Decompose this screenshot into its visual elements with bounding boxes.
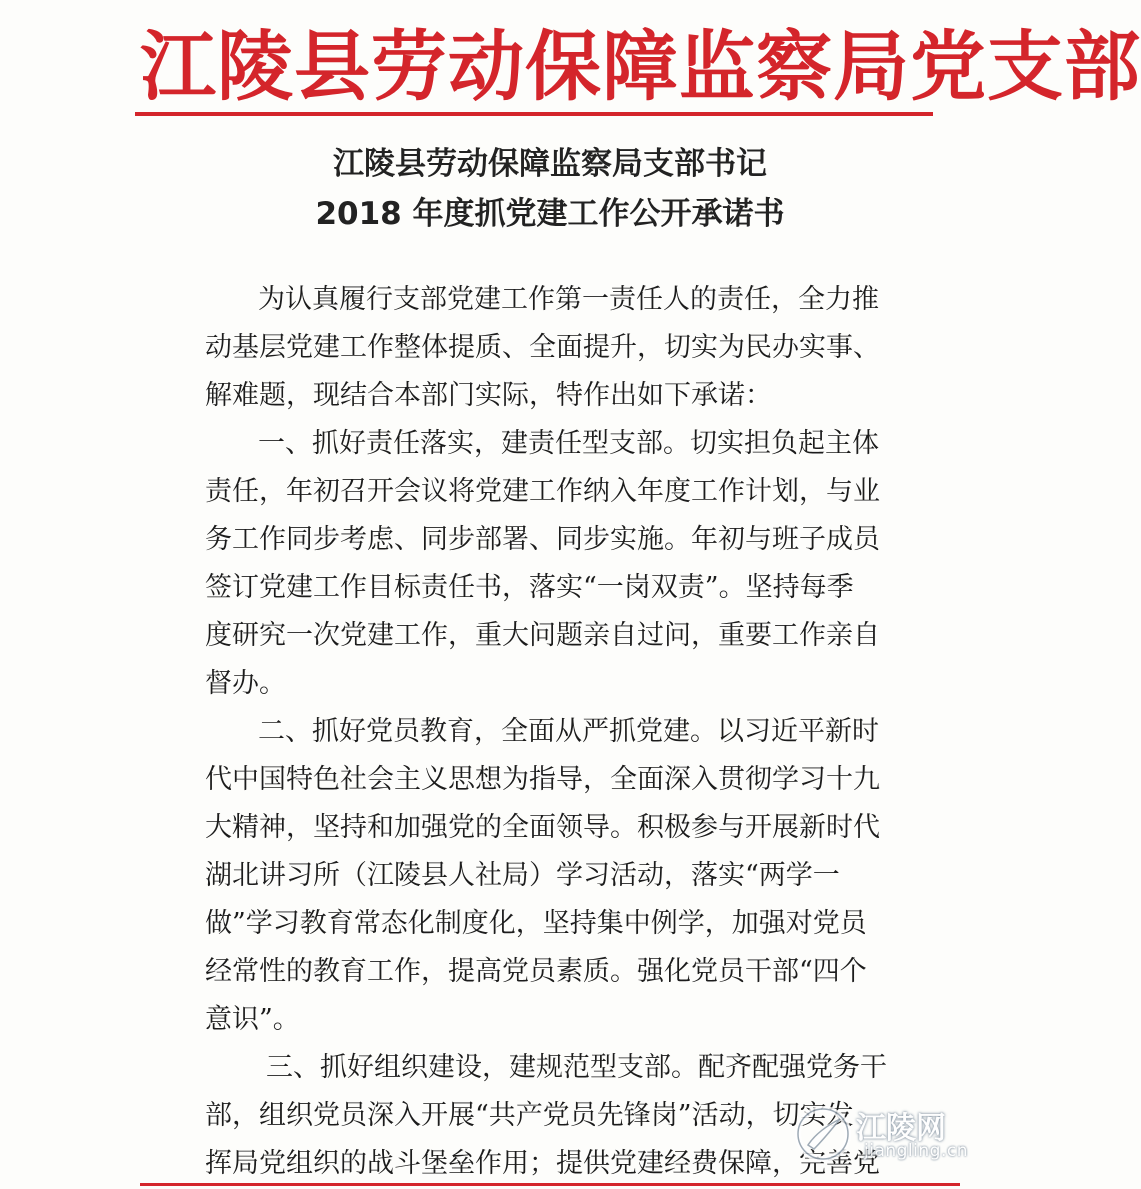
- body-line-section1-1: 一、抓好责任落实，建责任型支部。切实担负起主体: [258, 428, 879, 459]
- body-line-section2-6: 经常性的教育工作，提高党员素质。强化党员干部“四个: [205, 956, 867, 987]
- footer-red-rule: [140, 1183, 960, 1186]
- body-line-section1-3: 务工作同步考虑、同步部署、同步实施。年初与班子成员: [205, 524, 880, 555]
- body-line-section2-2: 代中国特色社会主义思想为指导，全面深入贯彻学习十九: [205, 764, 880, 795]
- document-title-line-1: 江陵县劳动保障监察局支部书记: [333, 146, 767, 182]
- letterhead-red-rule: [135, 112, 933, 116]
- body-line-section2-4: 湖北讲习所（江陵县人社局）学习活动，落实“两学一: [205, 860, 840, 891]
- watermark-logo-icon: [794, 1103, 852, 1165]
- letterhead-org-name: 江陵县劳动保障监察局党支部: [140, 22, 1141, 111]
- body-line-section1-4: 签订党建工作目标责任书，落实“一岗双责”。坚持每季: [205, 572, 854, 603]
- body-line-section3-2: 部，组织党员深入开展“共产党员先锋岗”活动，切实发: [205, 1100, 854, 1131]
- body-line-intro-3: 解难题，现结合本部门实际，特作出如下承诺：: [205, 380, 772, 411]
- body-line-intro-1: 为认真履行支部党建工作第一责任人的责任，全力推: [258, 284, 879, 315]
- watermark-site-url: jiangling.cn: [864, 1141, 968, 1161]
- body-line-section2-7: 意识”。: [205, 1004, 300, 1035]
- body-line-intro-2: 动基层党建工作整体提质、全面提升，切实为民办实事、: [205, 332, 880, 363]
- document-title-line-2: 2018 年度抓党建工作公开承诺书: [315, 196, 785, 232]
- body-line-section2-5: 做”学习教育常态化制度化，坚持集中例学，加强对党员: [205, 908, 867, 939]
- body-line-section3-1: 三、抓好组织建设，建规范型支部。配齐配强党务干: [266, 1052, 887, 1083]
- body-line-section1-5: 度研究一次党建工作，重大问题亲自过问，重要工作亲自: [205, 620, 880, 651]
- body-line-section1-6: 督办。: [205, 668, 286, 699]
- site-watermark: [794, 1101, 994, 1171]
- watermark-site-name: 江陵网: [856, 1111, 946, 1146]
- body-line-section2-1: 二、抓好党员教育，全面从严抓党建。以习近平新时: [258, 716, 879, 747]
- body-line-section3-3: 挥局党组织的战斗堡垒作用；提供党建经费保障，完善党: [205, 1148, 880, 1179]
- body-line-section1-2: 责任，年初召开会议将党建工作纳入年度工作计划，与业: [205, 476, 880, 507]
- body-line-section2-3: 大精神，坚持和加强党的全面领导。积极参与开展新时代: [205, 812, 880, 843]
